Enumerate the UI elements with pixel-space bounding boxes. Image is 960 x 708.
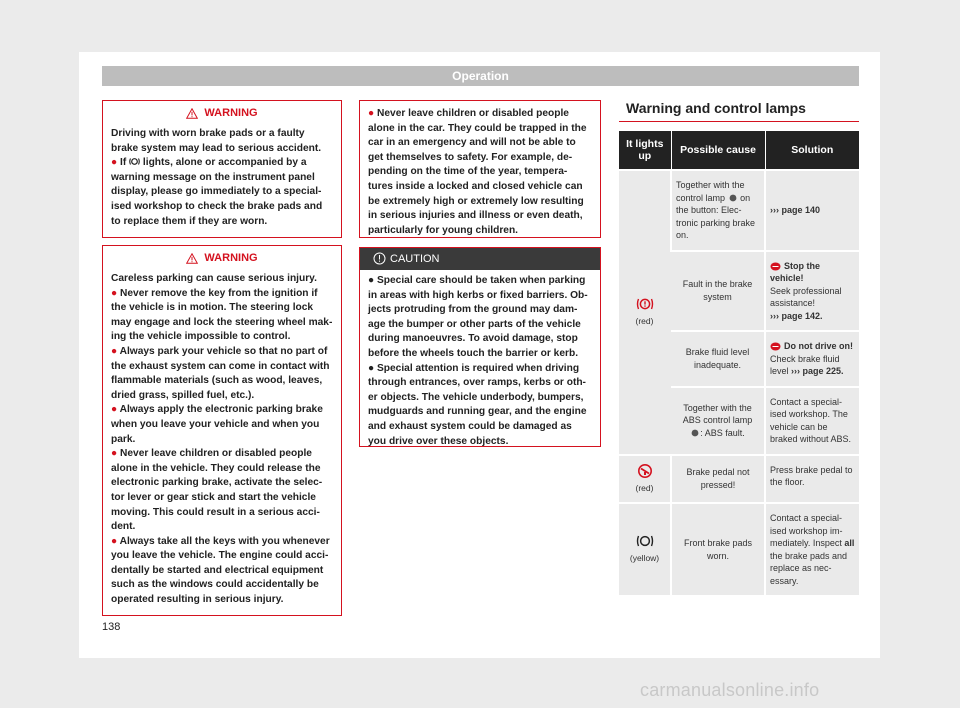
- warning-bullet: ● Always take all the keys with you whenever you leave the vehicle. The engine could acci-dentally be started and electrical equipment such as the windows could accidentally be operated resulting in serious injury.: [111, 535, 330, 606]
- warning-triangle-icon: [186, 253, 198, 264]
- solution-cell: Do not drive on! Check brake fluid level ››› page 225.: [765, 331, 859, 387]
- warning-text: [111, 127, 333, 229]
- cause-cell: Brake fluid level inadequate.: [671, 331, 765, 387]
- warning-triangle-icon: [186, 108, 198, 119]
- cause-cell: Together with the ABS control lamp : ABS fault.: [671, 387, 765, 455]
- column-header: Solution: [765, 131, 859, 170]
- brake-pad-wear-icon: [636, 534, 654, 548]
- warning-lamps-table: [619, 131, 859, 595]
- solution-cell: Press brake pedal to the floor.: [765, 455, 859, 504]
- solution-cell: Contact a special-ised workshop im-mediately. Inspect all the brake pads and replace as nec-essary.: [765, 503, 859, 595]
- lamp-cell: (red): [619, 455, 671, 504]
- brake-pedal-lamp-icon: [637, 464, 653, 478]
- solution-cell: ››› page 140: [765, 170, 859, 251]
- brake-warning-lamp-icon: [636, 297, 654, 311]
- section-title: Warning and control lamps: [626, 100, 806, 116]
- table-row: [619, 170, 859, 251]
- column-header: Possible cause: [671, 131, 765, 170]
- lamp-cell: (yellow): [619, 503, 671, 595]
- warning-box-parking: [102, 245, 342, 616]
- warning-intro: Careless parking can cause serious injury.: [111, 273, 317, 284]
- caution-title: CAUTION: [360, 248, 600, 270]
- page-number: 138: [102, 621, 121, 633]
- stop-warning-icon: [770, 262, 781, 271]
- warning-text: [111, 272, 333, 608]
- warning-bullet: ● Always apply the electronic parking brake when you leave your vehicle and when you park.: [111, 404, 323, 445]
- warning-box-continued: [359, 100, 601, 238]
- watermark: carmanualsonline.info: [640, 680, 820, 700]
- warning-intro: Driving with worn brake pads or a faulty brake system may lead to serious accident.: [111, 128, 322, 154]
- lamp-cell: (red): [619, 170, 671, 455]
- warning-bullet: ● If lights, alone or accompanied by a warning message on the instrument panel display, please go immediately to a special-ised workshop to check the brake pads and to replace them if they are worn.: [111, 157, 323, 227]
- warning-bullet: ● Never leave children or disabled people alone in the vehicle. They could release the electronic parking brake, activate the selec-tor lever or gear stick and start the vehicle moving. This could result in a serious acci-dent.: [111, 448, 323, 533]
- table-row: [619, 455, 859, 504]
- cause-cell: Fault in the brake system: [671, 251, 765, 332]
- parking-brake-small-icon: [728, 194, 738, 202]
- solution-cell: Contact a special-ised workshop. The vehicle can be braked without ABS.: [765, 387, 859, 455]
- table-row: [619, 503, 859, 595]
- warning-box-brake-pads: [102, 100, 342, 238]
- brake-pad-icon: [129, 157, 140, 166]
- caution-box: [359, 247, 601, 447]
- caution-bullet: ● Special care should be taken when parking in areas with high kerbs or fixed barriers. Ob-jects protruding from the ground may dam-age the bumper or other parts of the vehicle during manoeuvres. To avoid damage, stop before the wheels touch the barrier or kerb.: [368, 275, 588, 359]
- table-header-row: [619, 131, 859, 170]
- warning-bullet: ● Always park your vehicle so that no part of the exhaust system can come in contact with flammable materials (such as wood, leaves, dried grass, spilled fuel, etc.).: [111, 345, 330, 401]
- warning-title: WARNING: [103, 101, 341, 125]
- solution-cell: Stop the vehicle! Seek professional assistance! ››› page 142.: [765, 251, 859, 332]
- cause-cell: Together with the control lamp on the button: Elec-tronic parking brake on.: [671, 170, 765, 251]
- caution-bullet: ● Special attention is required when driving through entrances, over ramps, kerbs or oth-er objects. The vehicle underbody, bumpers, mudguards and running gear, and the engine and exhaust system could be damaged as you drive over these objects.: [368, 362, 587, 447]
- warning-title: WARNING: [103, 246, 341, 270]
- info-circle-icon: [373, 252, 386, 265]
- warning-text: [368, 107, 592, 238]
- cause-cell: Brake pedal not pressed!: [671, 455, 765, 504]
- stop-warning-icon: [770, 342, 781, 351]
- warning-bullet: ● Never leave children or disabled people alone in the car. They could be trapped in the car in an emergency and will not be able to get themselves to safety. For example, de-pending on the time of the year, tempera-tures inside a locked and closed vehicle can be extremely high or extremely low resulting in serious injuries and illness or even death, particularly for young children.: [368, 108, 587, 236]
- abs-small-icon: [690, 429, 700, 437]
- cause-cell: Front brake pads worn.: [671, 503, 765, 595]
- page-header: Operation: [102, 66, 859, 86]
- title-underline: [619, 121, 859, 122]
- caution-text: [368, 274, 592, 449]
- warning-bullet: ● Never remove the key from the ignition if the vehicle is in motion. The steering lock may engage and lock the steering wheel mak-ing the vehicle impossible to control.: [111, 287, 333, 343]
- column-header: It lights up: [619, 131, 671, 170]
